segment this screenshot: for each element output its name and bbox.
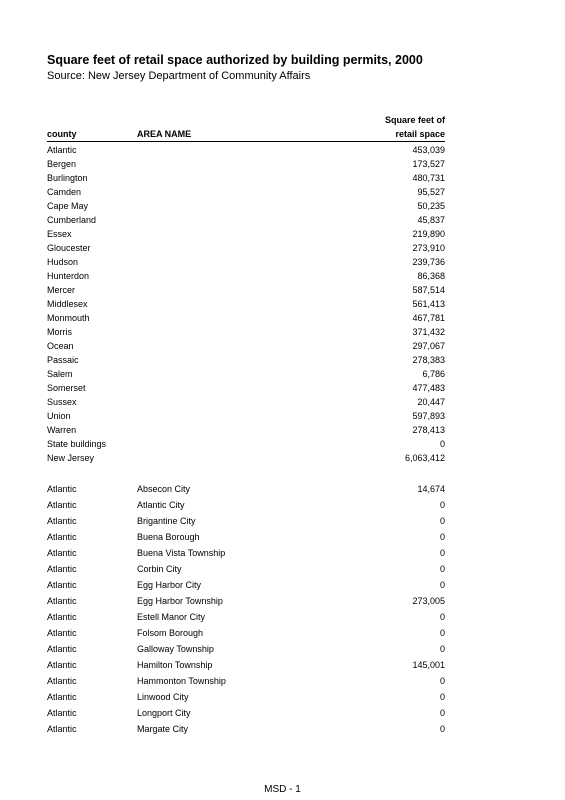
area-name-cell: Buena Borough <box>137 532 200 542</box>
table-row <box>0 706 565 720</box>
sqft-cell: 219,890 <box>412 229 445 239</box>
sqft-cell: 6,063,412 <box>404 453 445 463</box>
area-name-cell: Longport City <box>137 708 191 718</box>
county-cell: Atlantic <box>47 692 77 702</box>
county-cell: Atlantic <box>47 548 77 558</box>
county-cell: State buildings <box>47 439 107 449</box>
county-cell: Hunterdon <box>47 271 90 281</box>
table-row <box>0 297 565 311</box>
sqft-cell: 0 <box>439 548 445 558</box>
area-name-cell: Egg Harbor Township <box>137 596 223 606</box>
area-name-cell: Hammonton Township <box>137 676 226 686</box>
table-row <box>0 594 565 608</box>
sqft-cell: 467,781 <box>412 313 445 323</box>
sqft-cell: 0 <box>439 532 445 542</box>
table-row <box>0 722 565 736</box>
sqft-cell: 239,736 <box>412 257 445 267</box>
sqft-cell: 273,005 <box>412 596 445 606</box>
source-line: Source: New Jersey Department of Community Affairs <box>47 70 311 82</box>
county-cell: Cape May <box>47 201 89 211</box>
sqft-cell: 0 <box>439 724 445 734</box>
table-row <box>0 395 565 409</box>
sqft-cell: 0 <box>439 644 445 654</box>
county-cell: Burlington <box>47 173 88 183</box>
table-row <box>0 562 565 576</box>
area-name-cell: Estell Manor City <box>137 612 206 622</box>
county-cell: Atlantic <box>47 644 77 654</box>
table-row <box>0 283 565 297</box>
county-cell: Mercer <box>47 285 76 295</box>
area-name-cell: Linwood City <box>137 692 189 702</box>
sqft-cell: 0 <box>439 612 445 622</box>
table-row <box>0 514 565 528</box>
county-cell: Morris <box>47 327 72 337</box>
county-cell: Warren <box>47 425 77 435</box>
sqft-cell: 480,731 <box>412 173 445 183</box>
sqft-cell: 86,368 <box>417 271 445 281</box>
area-name-cell: Atlantic City <box>137 500 185 510</box>
area-name-cell: Folsom Borough <box>137 628 204 638</box>
table-row <box>0 269 565 283</box>
table-row <box>0 325 565 339</box>
county-cell: Camden <box>47 187 82 197</box>
table-row <box>0 157 565 171</box>
table-row <box>0 437 565 451</box>
sqft-cell: 95,527 <box>417 187 445 197</box>
table-row <box>0 171 565 185</box>
sqft-cell: 14,674 <box>417 484 445 494</box>
sqft-cell: 6,786 <box>422 369 445 379</box>
table-row <box>0 143 565 157</box>
table-row <box>0 674 565 688</box>
county-cell: New Jersey <box>47 453 95 463</box>
county-cell: Atlantic <box>47 596 77 606</box>
sqft-cell: 0 <box>439 564 445 574</box>
county-cell: Atlantic <box>47 660 77 670</box>
table-row <box>0 353 565 367</box>
table-row <box>0 255 565 269</box>
county-cell: Atlantic <box>47 724 77 734</box>
sqft-cell: 0 <box>439 439 445 449</box>
sqft-cell: 453,039 <box>412 145 445 155</box>
sqft-cell: 477,483 <box>412 383 445 393</box>
county-cell: Union <box>47 411 71 421</box>
table-row <box>0 381 565 395</box>
county-cell: Atlantic <box>47 500 77 510</box>
table-row <box>0 367 565 381</box>
area-name-cell: Buena Vista Township <box>137 548 226 558</box>
sqft-cell: 0 <box>439 580 445 590</box>
county-cell: Atlantic <box>47 484 77 494</box>
sqft-cell: 278,413 <box>412 425 445 435</box>
area-name-cell: Absecon City <box>137 484 191 494</box>
area-name-cell: Hamilton Township <box>137 660 213 670</box>
column-header-county: county <box>47 129 77 139</box>
sqft-cell: 597,893 <box>412 411 445 421</box>
table-row <box>0 482 565 496</box>
sqft-cell: 297,067 <box>412 341 445 351</box>
table-row <box>0 690 565 704</box>
table-row <box>0 530 565 544</box>
column-header-sqft-line1: Square feet of <box>384 115 445 125</box>
sqft-cell: 0 <box>439 516 445 526</box>
county-cell: Atlantic <box>47 516 77 526</box>
sqft-cell: 173,527 <box>412 159 445 169</box>
sqft-cell: 0 <box>439 500 445 510</box>
county-cell: Essex <box>47 229 72 239</box>
sqft-cell: 0 <box>439 692 445 702</box>
county-cell: Monmouth <box>47 313 90 323</box>
table-row <box>0 498 565 512</box>
sqft-cell: 561,413 <box>412 299 445 309</box>
table-row <box>0 658 565 672</box>
county-cell: Somerset <box>47 383 86 393</box>
area-name-cell: Margate City <box>137 724 189 734</box>
page-footer: MSD - 1 <box>264 784 301 795</box>
sqft-cell: 50,235 <box>417 201 445 211</box>
sqft-cell: 0 <box>439 708 445 718</box>
table-row <box>0 213 565 227</box>
county-cell: Atlantic <box>47 564 77 574</box>
table-row <box>0 339 565 353</box>
sqft-cell: 20,447 <box>417 397 445 407</box>
sqft-cell: 371,432 <box>412 327 445 337</box>
column-header-sqft-line2: retail space <box>395 129 445 139</box>
county-cell: Hudson <box>47 257 79 267</box>
table-row <box>0 199 565 213</box>
table-row <box>0 227 565 241</box>
table-row <box>0 423 565 437</box>
table-row <box>0 578 565 592</box>
county-cell: Sussex <box>47 397 77 407</box>
county-cell: Gloucester <box>47 243 91 253</box>
table-row <box>0 642 565 656</box>
sqft-cell: 45,837 <box>417 215 445 225</box>
county-cell: Salem <box>47 369 73 379</box>
table-row <box>0 451 565 465</box>
area-name-cell: Corbin City <box>137 564 182 574</box>
county-cell: Middlesex <box>47 299 88 309</box>
page-title: Square feet of retail space authorized by building permits, 2000 <box>47 53 423 67</box>
sqft-cell: 145,001 <box>412 660 445 670</box>
county-cell: Atlantic <box>47 532 77 542</box>
county-cell: Cumberland <box>47 215 97 225</box>
table-row <box>0 626 565 640</box>
county-cell: Ocean <box>47 341 74 351</box>
county-cell: Atlantic <box>47 628 77 638</box>
table-row <box>0 546 565 560</box>
county-cell: Atlantic <box>47 708 77 718</box>
sqft-cell: 278,383 <box>412 355 445 365</box>
area-name-cell: Brigantine City <box>137 516 196 526</box>
sqft-cell: 587,514 <box>412 285 445 295</box>
county-cell: Atlantic <box>47 580 77 590</box>
area-name-cell: Galloway Township <box>137 644 214 654</box>
county-cell: Passaic <box>47 355 79 365</box>
column-header-area-name: AREA NAME <box>137 129 192 139</box>
table-row <box>0 409 565 423</box>
area-name-cell: Egg Harbor City <box>137 580 202 590</box>
sqft-cell: 0 <box>439 628 445 638</box>
county-cell: Atlantic <box>47 612 77 622</box>
sqft-cell: 0 <box>439 676 445 686</box>
county-cell: Atlantic <box>47 145 77 155</box>
county-cell: Bergen <box>47 159 77 169</box>
table-row <box>0 610 565 624</box>
sqft-cell: 273,910 <box>412 243 445 253</box>
table-row <box>0 311 565 325</box>
header-rule <box>47 141 445 142</box>
county-cell: Atlantic <box>47 676 77 686</box>
table-row <box>0 185 565 199</box>
table-row <box>0 241 565 255</box>
